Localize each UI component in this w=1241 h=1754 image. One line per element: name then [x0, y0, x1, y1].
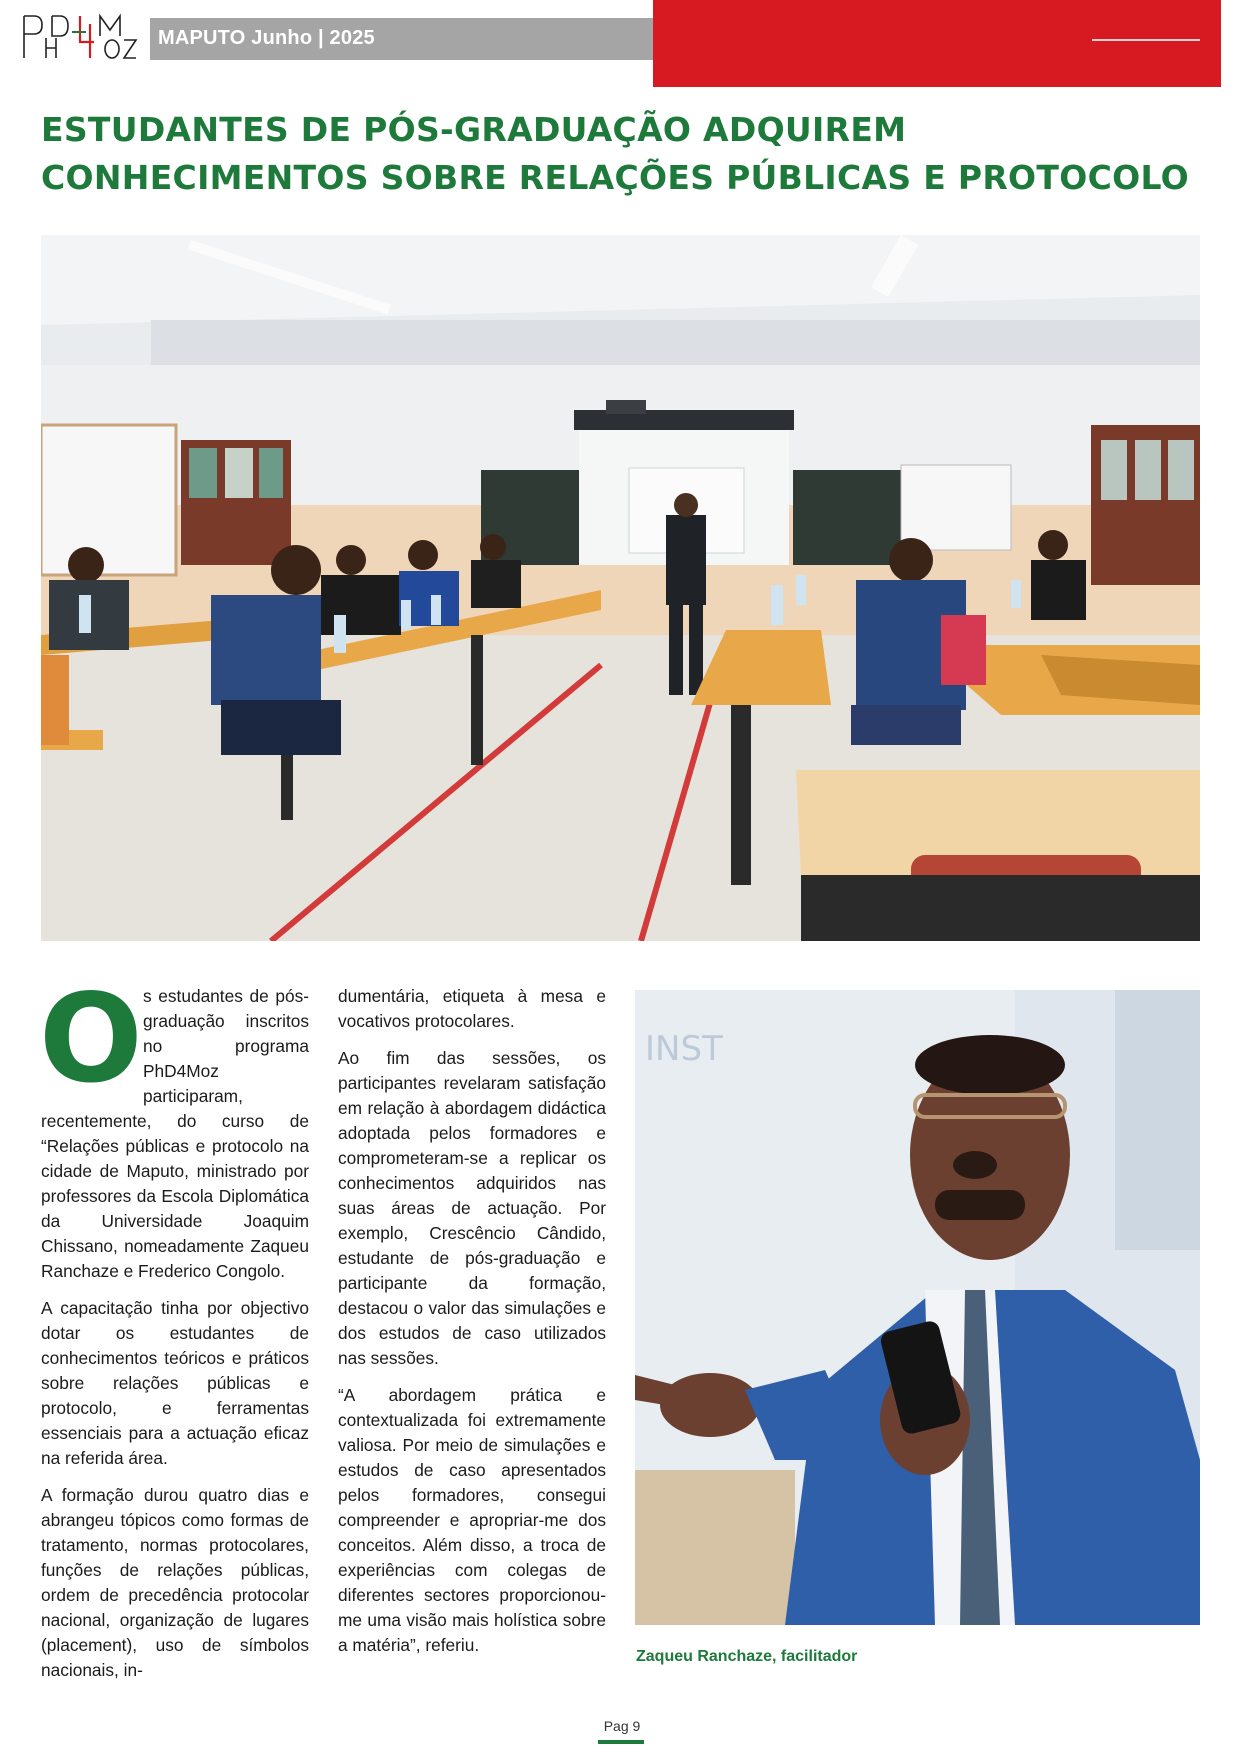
header-red-block — [653, 0, 1221, 87]
phd4moz-logo — [22, 12, 140, 62]
issue-label: MAPUTO Junho | 2025 — [158, 27, 375, 49]
page-number-underline — [598, 1740, 644, 1744]
paragraph-text: s estudantes de pós-graduação inscritos no programa PhD4Moz participaram, recentemente, do curso de “Relações públicas e protocolo na cidade de Maputo, ministrado por professores da Escola Diplomática da Universidade Joaquim Chissano, nomeadamente Zaqueu Ranchaze e Frederico Congolo. — [41, 986, 309, 1281]
paragraph: “A abordagem prática e contextualizada foi extremamente valiosa. Por meio de simulações e estudos de caso apresentados pelos formadores, consegui compreender e apropriar-me dos conceitos. Além disso, a troca de experiências com colegas de diferentes sectores proporcionou-me uma visão mais holística sobre a matéria”, referiu. — [338, 1385, 606, 1655]
paragraph: Ao fim das sessões, os participantes revelaram satisfação em relação à abordagem didáctica adoptada pelos formadores e comprometeram-se a replicar os conhecimentos adquiridos nas suas áreas de actuação. Por exemplo, Crescêncio Cândido, estudante de pós-graduação e participante da formação, destacou o valor das simulações e dos estudos de caso utilizados nas sessões. — [338, 1048, 606, 1368]
paragraph — [39, 968, 309, 1284]
paragraph: A capacitação tinha por objectivo dotar os estudantes de conhecimentos teóricos e práticos sobre relações públicas e protocolo, e ferramentas essenciais para a actuação eficaz na referida área. — [41, 1298, 309, 1468]
article-column-1 — [39, 968, 309, 1695]
paragraph: A formação durou quatro dias e abrangeu tópicos como formas de tratamento, normas protocolares, funções de relações públicas, ordem de precedência protocolar nacional, organização de lugares (placement), uso de símbolos nacionais, in- — [41, 1485, 309, 1680]
article-title: ESTUDANTES DE PÓS-GRADUAÇÃO ADQUIREM CONHECIMENTOS SOBRE RELAÇÕES PÚBLICAS E PROTOCOLO — [41, 110, 1189, 197]
page-number: Pag 9 — [603, 1718, 641, 1734]
article-column-2 — [338, 984, 606, 1670]
header-red-line — [1092, 39, 1200, 41]
svg-text:INST: INST — [645, 1029, 723, 1069]
portrait-photo — [635, 990, 1200, 1625]
portrait-caption: Zaqueu Ranchaze, facilitador — [636, 1648, 858, 1665]
paragraph: dumentária, etiqueta à mesa e vocativos protocolares. — [338, 986, 606, 1031]
dropcap: O — [39, 968, 143, 1110]
classroom-photo — [41, 235, 1200, 941]
